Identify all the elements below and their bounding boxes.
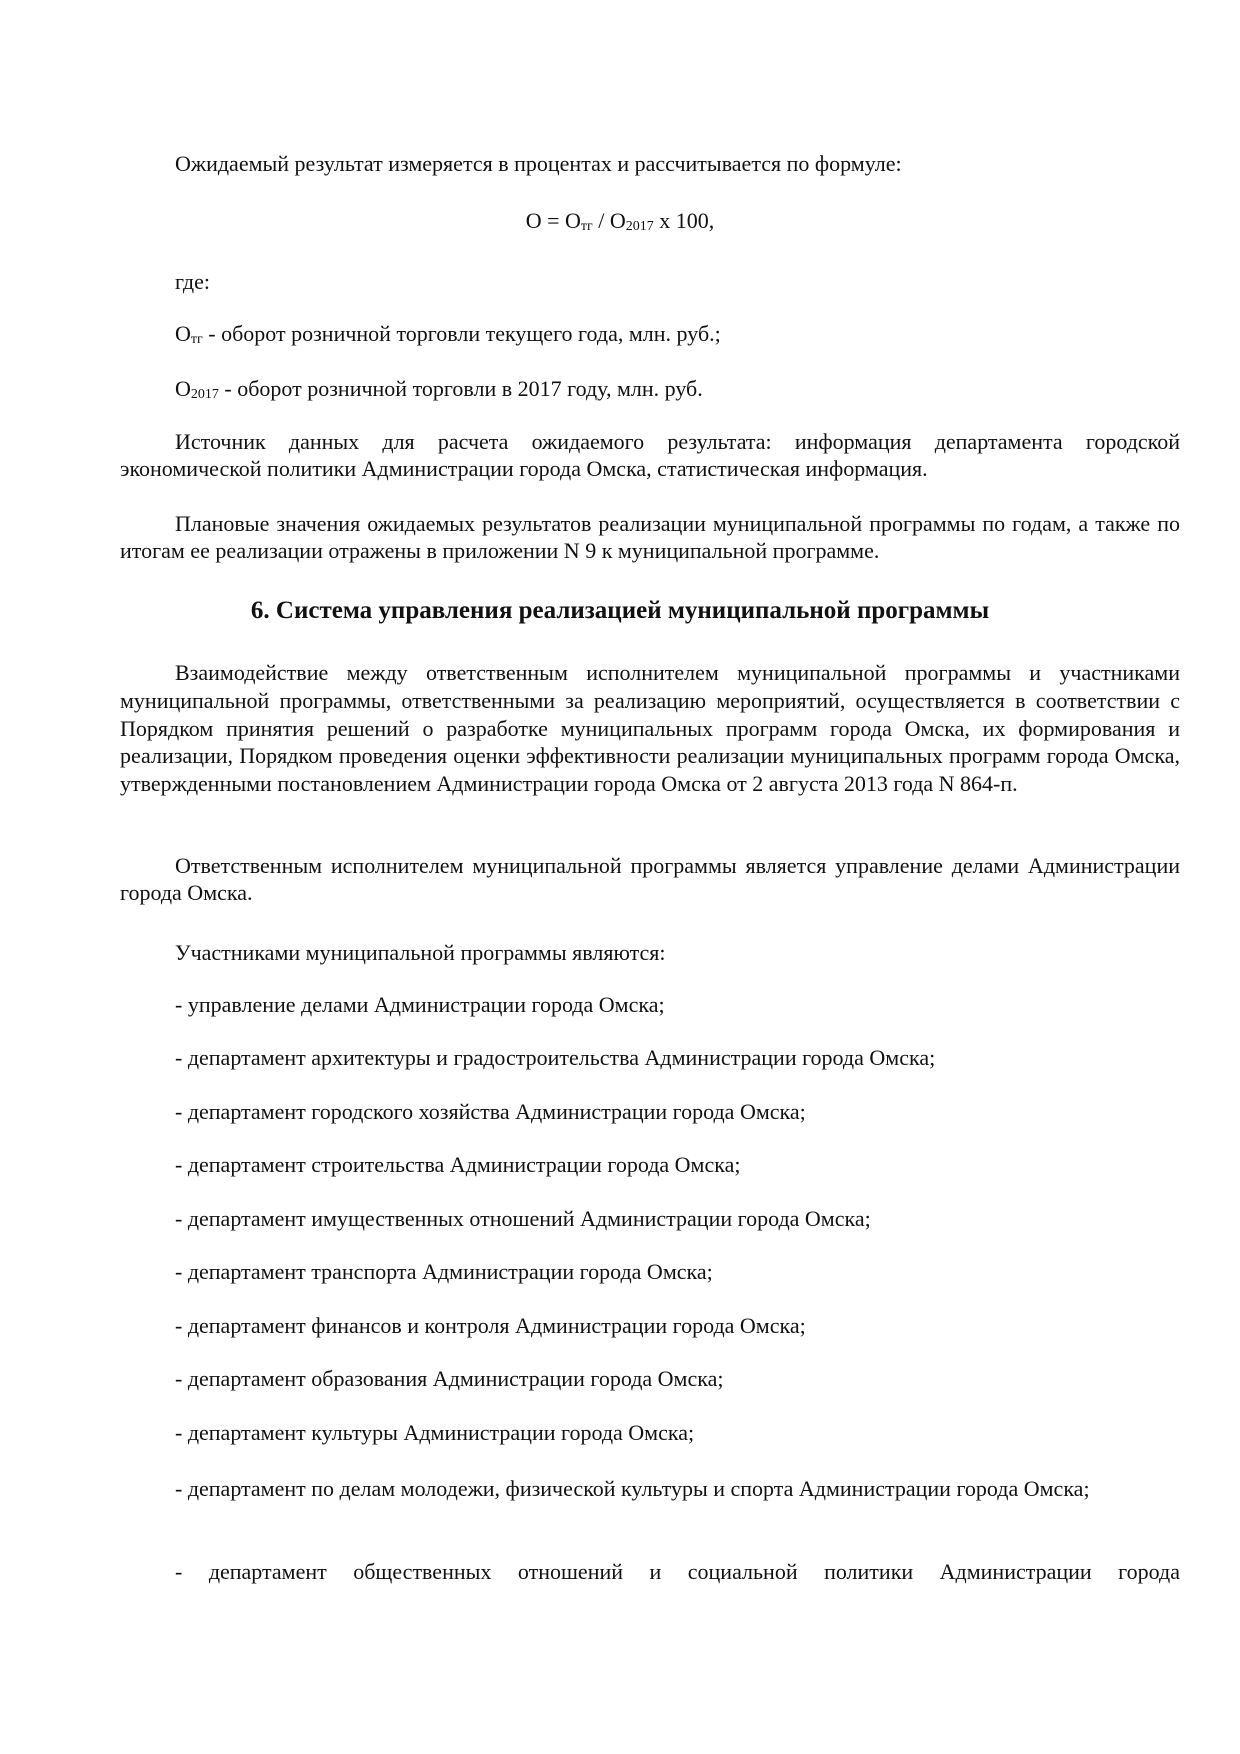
definition-2017 xyxy=(120,375,1180,402)
measure-paragraph: Ожидаемый результат измеряется в процентах и рассчитывается по формуле: xyxy=(175,151,902,176)
definition-symbol: О xyxy=(175,321,191,346)
participant-item: - департамент образования Администрации города Омска; xyxy=(175,1366,724,1391)
formula-mid: / О xyxy=(592,208,626,233)
formula-lhs: О = О xyxy=(525,208,581,233)
definition-subscript: 2017 xyxy=(190,387,219,402)
formula xyxy=(0,207,1240,234)
data-source-paragraph: Источник данных для расчета ожидаемого результата: информация департамента городской экономической политики Администрации города Омска, статистическая информация. xyxy=(120,429,1180,481)
formula-sub-2017: 2017 xyxy=(625,219,654,234)
participant-item: - департамент общественных отношений и социальной политики Администрации города xyxy=(175,1559,1180,1584)
formula-rhs: х 100, xyxy=(653,208,715,233)
where-label: где: xyxy=(175,269,210,294)
participant-item: - управление делами Администрации города Омска; xyxy=(175,992,665,1017)
participant-item: - департамент финансов и контроля Администрации города Омска; xyxy=(175,1313,806,1338)
definition-text: - оборот розничной торговли в 2017 году, млн. руб. xyxy=(218,376,703,401)
definition-subscript: тг xyxy=(190,332,203,347)
participant-item: - департамент строительства Администрации города Омска; xyxy=(175,1152,741,1177)
participant-item: - департамент имущественных отношений Администрации города Омска; xyxy=(175,1206,871,1231)
formula-sub-current: тг xyxy=(580,219,593,234)
participant-item: - департамент городского хозяйства Администрации города Омска; xyxy=(175,1099,806,1124)
interaction-paragraph: Взаимодействие между ответственным исполнителем муниципальной программы и участниками муниципальной программы, ответственными за реализацию мероприятий, осуществляется в соответствии с Порядком принятия решений о разработке муниципальных программ города Омска, их формирования и реализации, Порядком проведения оценки эффективности реализации муниципальных программ города Омска, утвержденными постановлением Администрации города Омска от 2 августа 2013 года N 864-п. xyxy=(120,660,1180,797)
definition-symbol: О xyxy=(175,376,191,401)
section-heading: 6. Система управления реализацией муниципальной программы xyxy=(250,597,990,624)
participant-item: - департамент культуры Администрации города Омска; xyxy=(175,1420,695,1445)
participant-item: - департамент архитектуры и градостроительства Администрации города Омска; xyxy=(175,1045,936,1070)
definition-current-year xyxy=(120,320,1180,347)
participant-item: - департамент транспорта Администрации города Омска; xyxy=(175,1259,713,1284)
participant-item: - департамент по делам молодежи, физической культуры и спорта Администрации города Омска; xyxy=(175,1476,1090,1501)
responsible-paragraph: Ответственным исполнителем муниципальной программы является управление делами Администрации города Омска. xyxy=(120,853,1180,905)
planned-values-paragraph: Плановые значения ожидаемых результатов реализации муниципальной программы по годам, а также по итогам ее реализации отражены в приложении N 9 к муниципальной программе. xyxy=(120,511,1180,563)
definition-text: - оборот розничной торговли текущего года, млн. руб.; xyxy=(202,321,721,346)
participants-intro: Участниками муниципальной программы являются: xyxy=(175,940,666,965)
